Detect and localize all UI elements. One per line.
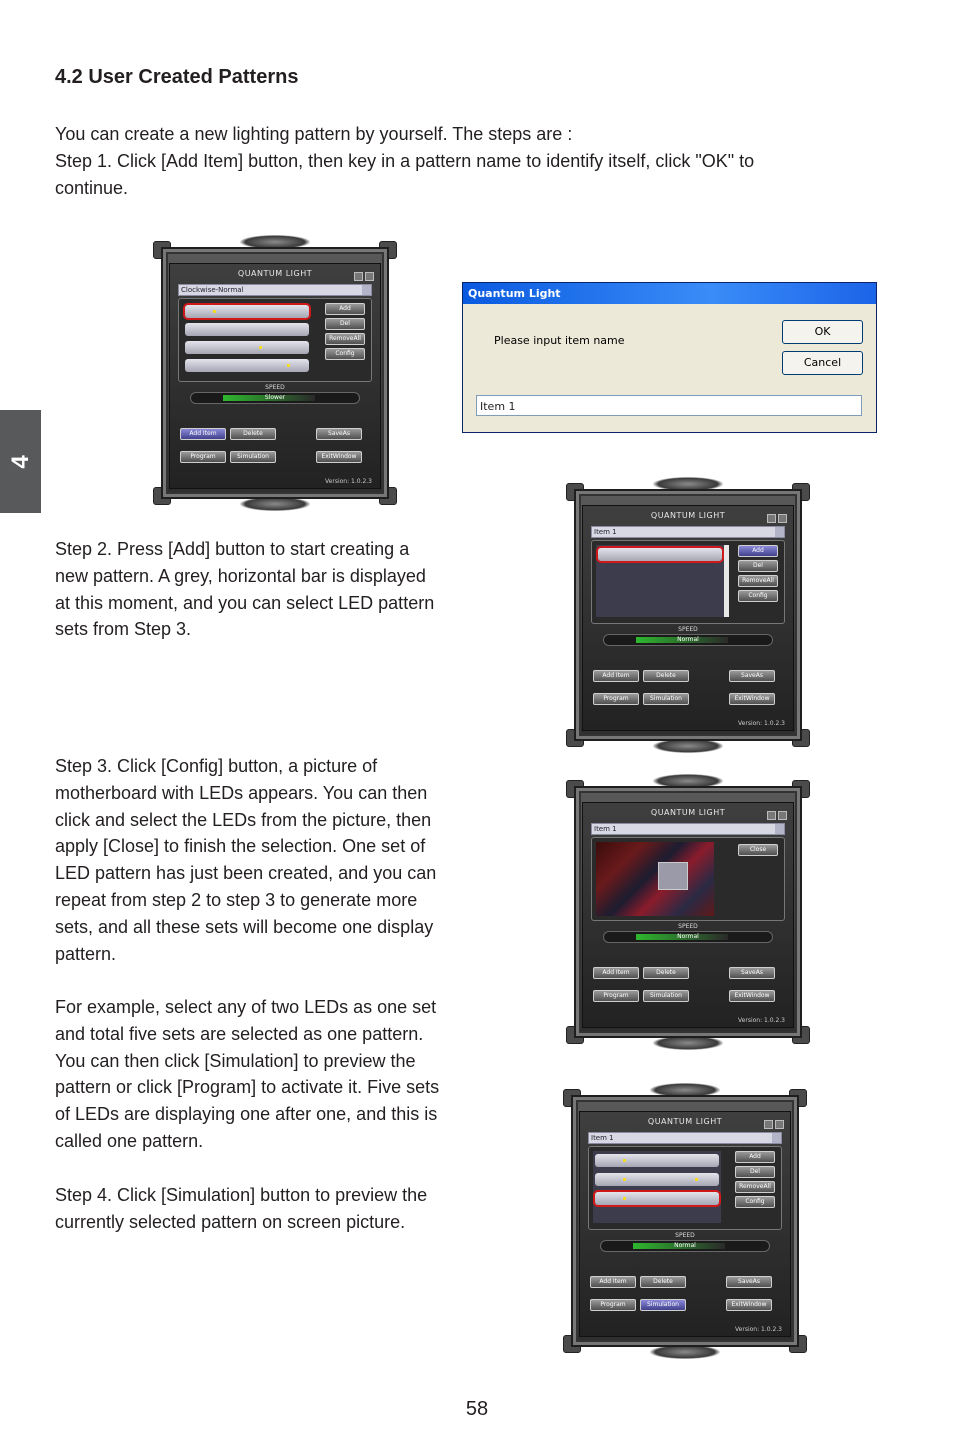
combo-value: Item 1	[591, 1134, 614, 1142]
config-button[interactable]: Config	[735, 1196, 775, 1208]
speed-slider[interactable]	[190, 392, 360, 404]
exit-window-button[interactable]: ExitWindow	[729, 990, 775, 1002]
frame-crest	[653, 1036, 723, 1050]
text-line: LED pattern has just been created, and you can	[55, 863, 437, 884]
program-button[interactable]: Program	[593, 693, 639, 705]
speed-label: SPEED	[678, 923, 698, 930]
ok-button[interactable]: OK	[782, 320, 863, 344]
set-list	[596, 545, 724, 617]
chevron-down-icon[interactable]	[362, 285, 371, 295]
frame-crest	[240, 497, 310, 511]
close-button[interactable]: Close	[738, 844, 778, 856]
speed-value: Normal	[677, 933, 699, 940]
text-line: pattern or click [Program] to activate it. Five sets	[55, 1077, 440, 1098]
intro-line: continue.	[55, 177, 129, 198]
text-line: motherboard with LEDs appears. You can then	[55, 782, 428, 803]
set-bar[interactable]	[595, 1154, 719, 1167]
pattern-panel	[588, 1146, 782, 1230]
pattern-combo[interactable]	[591, 823, 785, 835]
close-icon[interactable]	[778, 811, 787, 820]
intro-line: Step 1. Click [Add Item] button, then key in a pattern name to identify itself, click "OK" to	[55, 150, 755, 171]
pattern-panel	[178, 298, 372, 382]
set-bar[interactable]	[185, 323, 309, 336]
delete-button[interactable]: Delete	[230, 428, 276, 440]
speed-value: Normal	[677, 636, 699, 643]
simulation-button[interactable]: Simulation	[640, 1299, 686, 1311]
input-dialog	[462, 282, 877, 433]
text-line: sets from Step 3.	[55, 619, 192, 640]
window-title: QUANTUM LIGHT	[650, 511, 726, 520]
close-icon[interactable]	[775, 1120, 784, 1129]
remove-all-button[interactable]: RemoveAll	[325, 333, 365, 345]
combo-value: Clockwise-Normal	[181, 286, 244, 294]
minimize-icon[interactable]	[767, 514, 776, 523]
text-line: of LEDs are displaying one after one, and this is	[55, 1104, 438, 1125]
saveas-button[interactable]: SaveAs	[729, 967, 775, 979]
frame-crest	[650, 1345, 720, 1359]
combo-value: Item 1	[594, 528, 617, 536]
exit-window-button[interactable]: ExitWindow	[316, 451, 362, 463]
motherboard-picture[interactable]	[596, 842, 714, 916]
version-label: Version: 1.0.2.3	[738, 720, 785, 727]
text-line: click and select the LEDs from the picture, then	[55, 809, 432, 830]
chevron-down-icon[interactable]	[772, 1133, 781, 1143]
speed-value: Normal	[674, 1242, 696, 1249]
led-dot	[287, 364, 290, 367]
add-item-button[interactable]: Add Item	[590, 1276, 636, 1288]
led-dot	[259, 346, 262, 349]
del-button[interactable]: Del	[735, 1166, 775, 1178]
speed-slider[interactable]	[600, 1240, 770, 1252]
text-line: and total five sets are selected as one pattern.	[55, 1023, 424, 1044]
quantum-light-window-1	[153, 235, 397, 511]
set-list	[593, 1151, 721, 1223]
simulation-button[interactable]: Simulation	[230, 451, 276, 463]
simulation-button[interactable]: Simulation	[643, 693, 689, 705]
exit-window-button[interactable]: ExitWindow	[726, 1299, 772, 1311]
speed-label: SPEED	[265, 384, 285, 391]
window-title: QUANTUM LIGHT	[647, 1117, 723, 1126]
page-number: 58	[465, 1398, 489, 1420]
text-line: repeat from step 2 to step 3 to generate more	[55, 889, 418, 910]
remove-all-button[interactable]: RemoveAll	[738, 575, 778, 587]
frame-crest	[653, 739, 723, 753]
add-button[interactable]: Add	[738, 545, 778, 557]
set-bar[interactable]	[595, 1192, 719, 1205]
config-button[interactable]: Config	[738, 590, 778, 602]
led-dot	[623, 1178, 626, 1181]
pattern-panel	[591, 837, 785, 921]
chevron-down-icon[interactable]	[775, 824, 784, 834]
config-button[interactable]: Config	[325, 348, 365, 360]
set-bar[interactable]	[185, 359, 309, 372]
led-dot	[695, 1178, 698, 1181]
window-body	[582, 802, 794, 1028]
delete-button[interactable]: Delete	[643, 670, 689, 682]
simulation-button[interactable]: Simulation	[643, 990, 689, 1002]
section-title: 4.2 User Created Patterns	[55, 66, 299, 88]
speed-slider[interactable]	[603, 634, 773, 646]
minimize-icon[interactable]	[354, 272, 363, 281]
saveas-button[interactable]: SaveAs	[316, 428, 362, 440]
remove-all-button[interactable]: RemoveAll	[735, 1181, 775, 1193]
pattern-panel	[591, 540, 785, 624]
text-line: new pattern. A grey, horizontal bar is displayed	[55, 565, 426, 586]
intro-line: You can create a new lighting pattern by yourself. The steps are :	[55, 124, 573, 144]
speed-slider[interactable]	[603, 931, 773, 943]
window-body	[579, 1111, 791, 1337]
delete-button[interactable]: Delete	[643, 967, 689, 979]
version-label: Version: 1.0.2.3	[325, 478, 372, 485]
text-line: Step 2. Press [Add] button to start creating a	[55, 539, 410, 559]
program-button[interactable]: Program	[593, 990, 639, 1002]
quantum-light-window-2	[566, 477, 810, 753]
text-line: Step 4. Click [Simulation] button to preview the	[55, 1185, 428, 1205]
saveas-button[interactable]: SaveAs	[726, 1276, 772, 1288]
close-icon[interactable]	[365, 272, 374, 281]
example-text	[55, 994, 439, 1155]
close-icon[interactable]	[778, 514, 787, 523]
text-line: Step 3. Click [Config] button, a picture of	[55, 756, 378, 776]
window-body	[169, 263, 381, 489]
saveas-button[interactable]: SaveAs	[729, 670, 775, 682]
exit-window-button[interactable]: ExitWindow	[729, 693, 775, 705]
set-bar[interactable]	[185, 305, 309, 318]
quantum-light-window-4	[563, 1083, 807, 1359]
speed-label: SPEED	[678, 626, 698, 633]
add-button[interactable]: Add	[735, 1151, 775, 1163]
pattern-combo[interactable]	[591, 526, 785, 538]
list-scrollbar[interactable]	[724, 545, 729, 617]
combo-value: Item 1	[594, 825, 617, 833]
del-button[interactable]: Del	[325, 318, 365, 330]
chapter-number: 4	[6, 454, 34, 469]
program-button[interactable]: Program	[590, 1299, 636, 1311]
add-item-button[interactable]: Add Item	[593, 967, 639, 979]
set-bar[interactable]	[595, 1173, 719, 1186]
set-bar[interactable]	[598, 548, 722, 561]
add-item-button[interactable]: Add Item	[593, 670, 639, 682]
window-body	[582, 505, 794, 731]
chevron-down-icon[interactable]	[775, 527, 784, 537]
speed-label: SPEED	[675, 1232, 695, 1239]
quantum-light-window-3	[566, 774, 810, 1050]
text-line: You can then click [Simulation] to preview the	[55, 1050, 416, 1071]
cancel-button[interactable]: Cancel	[782, 351, 863, 375]
intro-text	[55, 121, 754, 201]
del-button[interactable]: Del	[738, 560, 778, 572]
text-line: currently selected pattern on screen picture.	[55, 1211, 406, 1232]
speed-value: Slower	[264, 394, 286, 401]
step2-text	[55, 536, 434, 643]
minimize-icon[interactable]	[767, 811, 776, 820]
delete-button[interactable]: Delete	[640, 1276, 686, 1288]
step3-text	[55, 753, 436, 967]
led-dot	[213, 310, 216, 313]
set-list	[183, 303, 311, 375]
version-label: Version: 1.0.2.3	[735, 1326, 782, 1333]
step4-text	[55, 1182, 427, 1236]
set-bar[interactable]	[185, 341, 309, 354]
text-line: called one pattern.	[55, 1130, 204, 1151]
text-line: For example, select any of two LEDs as one set	[55, 997, 437, 1017]
program-button[interactable]: Program	[180, 451, 226, 463]
window-title: QUANTUM LIGHT	[237, 269, 313, 278]
text-line: at this moment, and you can select LED pattern	[55, 592, 435, 613]
pattern-combo[interactable]	[178, 284, 372, 296]
minimize-icon[interactable]	[764, 1120, 773, 1129]
dialog-title: Quantum Light	[463, 283, 876, 304]
add-button[interactable]: Add	[325, 303, 365, 315]
add-item-button[interactable]: Add Item	[180, 428, 226, 440]
text-line: apply [Close] to finish the selection. One set of	[55, 836, 426, 857]
chapter-tab	[0, 410, 41, 513]
dialog-prompt: Please input item name	[494, 334, 625, 347]
pattern-combo[interactable]	[588, 1132, 782, 1144]
text-line: pattern.	[55, 943, 117, 964]
led-dot	[623, 1197, 626, 1200]
window-title: QUANTUM LIGHT	[650, 808, 726, 817]
led-dot	[623, 1159, 626, 1162]
item-name-input[interactable]: Item 1	[476, 395, 862, 416]
text-line: sets, and all these sets will become one display	[55, 916, 434, 937]
version-label: Version: 1.0.2.3	[738, 1017, 785, 1024]
